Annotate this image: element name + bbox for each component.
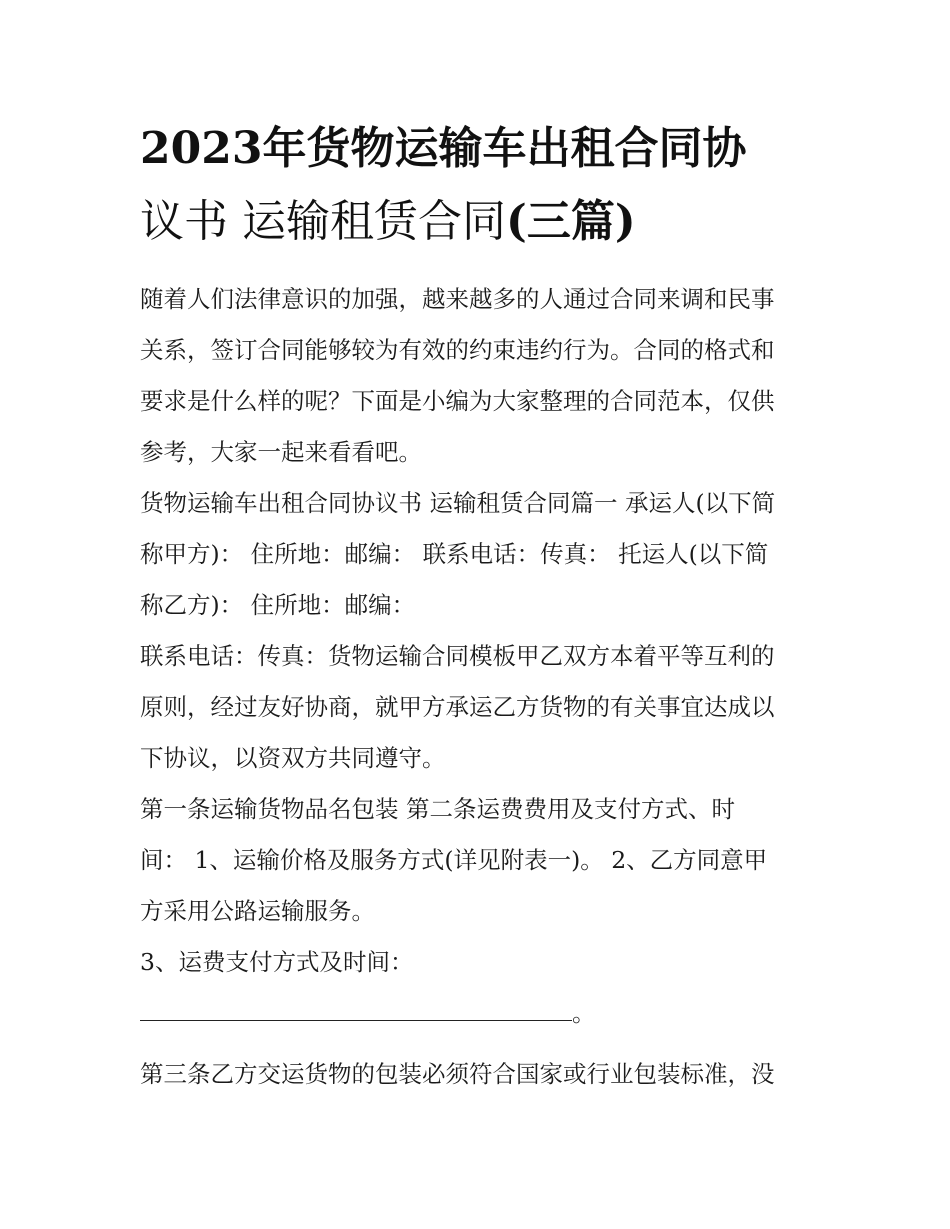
text-line: 称甲方)： 住所地：邮编： 联系电话：传真： 托运人(以下简: [140, 540, 769, 568]
title-line: 2023年货物运输车出租合同协: [140, 123, 747, 174]
article-3-paragraph: [140, 1049, 820, 1100]
document-title: [140, 112, 820, 258]
text-line: 方采用公路运输服务。: [140, 897, 375, 925]
principle-paragraph: [140, 631, 820, 784]
title-text: 议书 运输租赁合同: [140, 196, 506, 247]
fill-in-blank: [140, 990, 572, 1021]
payment-blank-line: [140, 988, 820, 1039]
text-line: 第三条乙方交运货物的包装必须符合国家或行业包装标准，没: [140, 1060, 775, 1088]
text-line: 参考，大家一起来看看吧。: [140, 438, 422, 466]
intro-paragraph: [140, 274, 820, 478]
text-line: 货物运输车出租合同协议书 运输租赁合同篇一 承运人(以下简: [140, 489, 776, 517]
text-line: 称乙方)： 住所地：邮编：: [140, 591, 416, 619]
text-line: 随着人们法律意识的加强，越来越多的人通过合同来调和民事: [140, 285, 775, 313]
text-line: 关系，签订合同能够较为有效的约束违约行为。合同的格式和: [140, 336, 775, 364]
text-line: 原则，经过友好协商，就甲方承运乙方货物的有关事宜达成以: [140, 693, 775, 721]
text-line: 联系电话：传真：货物运输合同模板甲乙双方本着平等互利的: [140, 642, 775, 670]
payment-paragraph: [140, 937, 820, 1039]
document-page: [140, 112, 820, 1100]
text-line: 间： 1、运输价格及服务方式(详见附表一)。 2、乙方同意甲: [140, 846, 768, 874]
text-line: 要求是什么样的呢？下面是小编为大家整理的合同范本，仅供: [140, 387, 775, 415]
title-parenthetical: (三篇): [506, 196, 636, 247]
blank-end-mark: 。: [572, 999, 596, 1027]
article-1-2-paragraph: [140, 784, 820, 937]
text-line: 下协议，以资双方共同遵守。: [140, 744, 446, 772]
payment-label: 3、运费支付方式及时间：: [140, 948, 414, 976]
parties-paragraph: [140, 478, 820, 631]
title-line: [140, 185, 820, 258]
text-line: 第一条运输货物品名包装 第二条运费费用及支付方式、时: [140, 795, 735, 823]
